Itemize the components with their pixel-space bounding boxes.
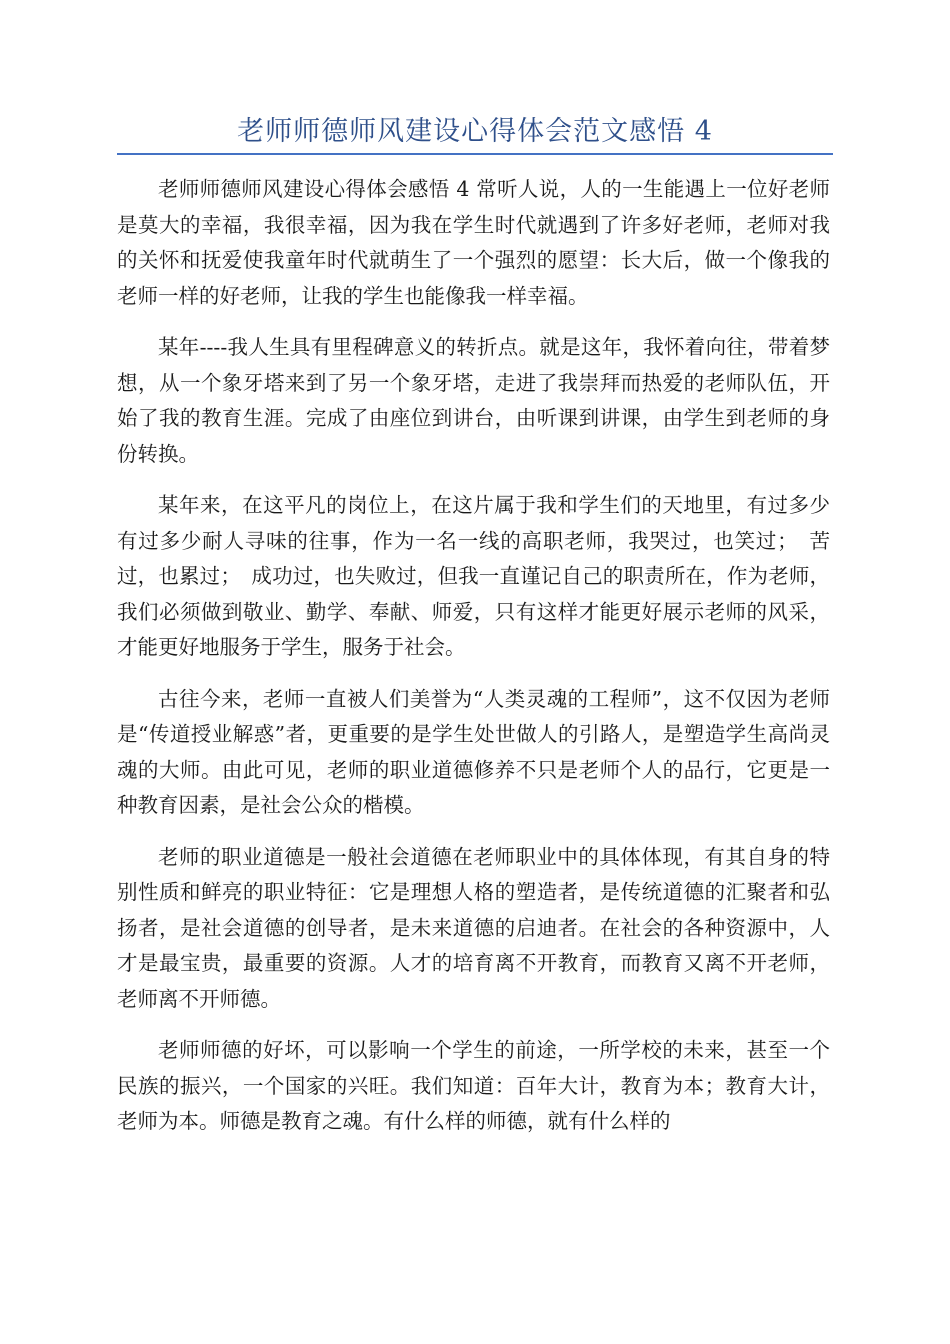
paragraph-4: 古往今来，老师一直被人们美誉为“人类灵魂的工程师”，这不仅因为老师是“传道授业解惑”者，更重要的是学生处世做人的引路人，是塑造学生高尚灵魂的大师。由此可见，老师的职业道德修养不只是老师个人的品行，它更是一种教育因素，是社会公众的楷模。 <box>117 686 830 817</box>
paragraph-3: 某年来，在这平凡的岗位上，在这片属于我和学生们的天地里，有过多少有过多少耐人寻味的往事，作为一名一线的高职老师，我哭过，也笑过； 苦过，也累过； 成功过，也失败过，但我一直谨记自己的职责所在，作为老师，我们必须做到敬业、勤学、奉献、师爱，只有这样才能更好展示老师的风采，才能更好地服务于学生，服务于社会。 <box>117 493 830 659</box>
document-title: 老师师德师风建设心得体会范文感悟 4 <box>237 116 713 147</box>
title-underline <box>117 153 833 155</box>
paragraph-6: 老师师德的好坏，可以影响一个学生的前途，一所学校的未来，甚至一个民族的振兴，一个国家的兴旺。我们知道：百年大计，教育为本；教育大计，老师为本。师德是教育之魂。有什么样的师德，就有什么样的 <box>117 1038 830 1133</box>
paragraph-5: 老师的职业道德是一般社会道德在老师职业中的具体体现，有其自身的特别性质和鲜亮的职业特征：它是理想人格的塑造者，是传统道德的汇聚者和弘扬者，是社会道德的创导者，是未来道德的启迪者。在社会的各种资源中，人才是最宝贵，最重要的资源。人才的培育离不开教育，而教育又离不开老师，老师离不开师德。 <box>117 844 830 1011</box>
paragraph-2: 某年----我人生具有里程碑意义的转折点。就是这年，我怀着向往，带着梦想，从一个象牙塔来到了另一个象牙塔，走进了我崇拜而热爱的老师队伍，开始了我的教育生涯。完成了由座位到讲台，由听课到讲课，由学生到老师的身份转换。 <box>117 335 830 466</box>
paragraph-1: 老师师德师风建设心得体会感悟 4 常听人说，人的一生能遇上一位好老师是莫大的幸福，我很幸福，因为我在学生时代就遇到了许多好老师，老师对我的关怀和抚爱使我童年时代就萌生了一个强烈的愿望：长大后，做一个像我的老师一样的好老师，让我的学生也能像我一样幸福。 <box>117 177 830 308</box>
document-body <box>117 172 830 1156</box>
